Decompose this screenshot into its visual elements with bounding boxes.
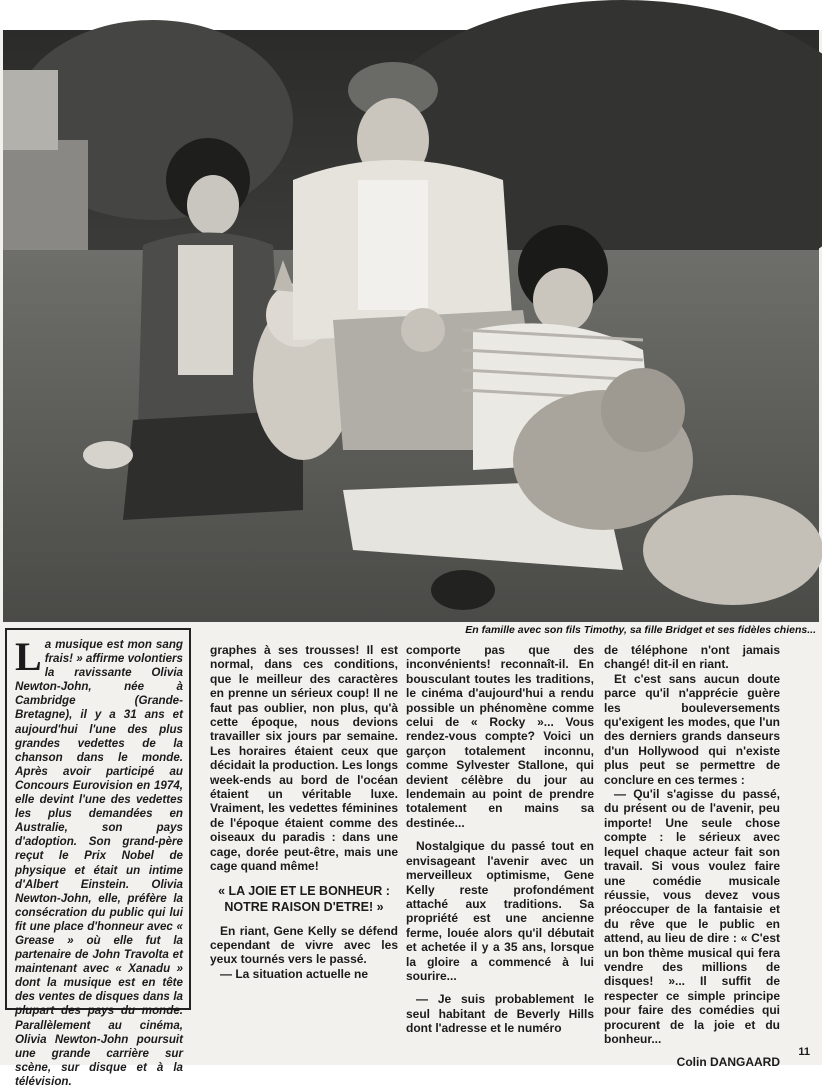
family-photo-illustration (3, 30, 819, 622)
author-signature: Colin DANGAARD (676, 1055, 780, 1070)
column2-paragraph-1: graphes à ses trousses! Il est normal, dans ces conditions, que le meilleur des caractères en prenne un sérieux coup! Il ne faut pas oublier, non plus, qu'à cette époque, nous devions travailler six jours par semaine. Les horaires étaient ceux que décidait la production. Les longs week-ends au bord de l'océan étaient un véritable luxe. Vraiment, les vedettes féminines de l'époque étaient comme des oiseaux du paradis : dans une cage, dorée peut-être, mais une cage quand même! (210, 643, 398, 874)
article-column-4 (604, 643, 780, 1070)
drop-cap: L (15, 634, 42, 679)
page-number: 11 (798, 1046, 810, 1058)
column2-paragraph-2: En riant, Gene Kelly se défend cependant de vivre avec les yeux tournés vers le passé. (210, 923, 398, 967)
article-column-3 (406, 643, 594, 1043)
column4-paragraph-2: Et c'est sans aucun doute parce qu'il n'apprécie guère les bouleversements qu'exigent les modes, que l'un des derniers grands danseurs d'un Hollywood qui n'existe plus peut se permettre de conclure en ces termes : (604, 671, 780, 787)
column3-paragraph-1: comporte pas que des inconvénients! reconnaît-il. En bousculant toutes les traditions, le cinéma d'aujourd'hui a rendu possible un phénomène comme celui de « Rocky »... Vous rendez-vous compte? Voici un garçon totalement inconnu, comme Sylvester Stallone, qui devient célèbre du jour au lendemain au point de prendre totalement en mains sa destinée... (406, 643, 594, 830)
column3-paragraph-3: — Je suis probablement le seul habitant de Beverly Hills dont l'adresse et le numéro (406, 992, 594, 1036)
photo-caption: En famille avec son fils Timothy, sa fille Bridget et ses fidèles chiens... (465, 624, 816, 636)
family-photo (3, 30, 819, 622)
intro-box (5, 628, 191, 1088)
column3-paragraph-2: Nostalgique du passé tout en envisageant l'avenir avec un merveilleux optimisme, Gene Kelly reste profondément attaché aux traditions. Sa propriété est une ancienne ferme, louée alors qu'il débutait et achetée il y a 35 ans, lorsque la gloire a commencé à lui sourire... (406, 839, 594, 983)
section-heading: « LA JOIE ET LE BONHEUR : NOTRE RAISON D'ETRE! » (218, 883, 390, 914)
column4-paragraph-1: de téléphone n'ont jamais changé! dit-il en riant. (604, 643, 780, 672)
column2-paragraph-3: — La situation actuelle ne (220, 966, 369, 981)
article-column-2 (210, 643, 398, 1043)
intro-text: a musique est mon sang frais! » affirme volontiers la ravissante Olivia Newton-John, née à Cambridge (Grande-Bretagne), il y a 31 ans et aujourd'hui l'une des plus grandes vedettes de la chanson dans le monde. Après avoir participé au Concours Eurovision en 1974, elle devint l'une des vedettes les plus demandées en Australie, son pays d'adoption. Son grand-père reçut le Prix Nobel de physique et était un intime d'Albert Einstein. Olivia Newton-John, elle, préfère la consécration du public qui lui fit une place d'honneur avec « Grease » où elle fut la partenaire de John Travolta et maintenant avec « Xanadu » dont la musique est en tête des ventes de disques dans la plupart des pays du monde. Parallèlement au cinéma, Olivia Newton-John poursuit une grande carrière sur scène, sur disque et à la télévision. (15, 638, 184, 1088)
column4-paragraph-3: — Qu'il s'agisse du passé, du présent ou de l'avenir, peu importe! Une seule chose compte : le sérieux avec lequel chaque acteur fait son travail. Si vous voulez faire une comédie musicale réussie, vous devez vous préoccuper de la fantaisie et du rêve que le public en attend, au lieu de dire : « C'est un bon thème musical qui fera vendre des millions de disques! »... Il suffit de respecter ce simple principe pour faire des comédies qui procurent de la joie et du bonheur... (604, 787, 780, 1046)
intro-paragraph (15, 634, 184, 1089)
